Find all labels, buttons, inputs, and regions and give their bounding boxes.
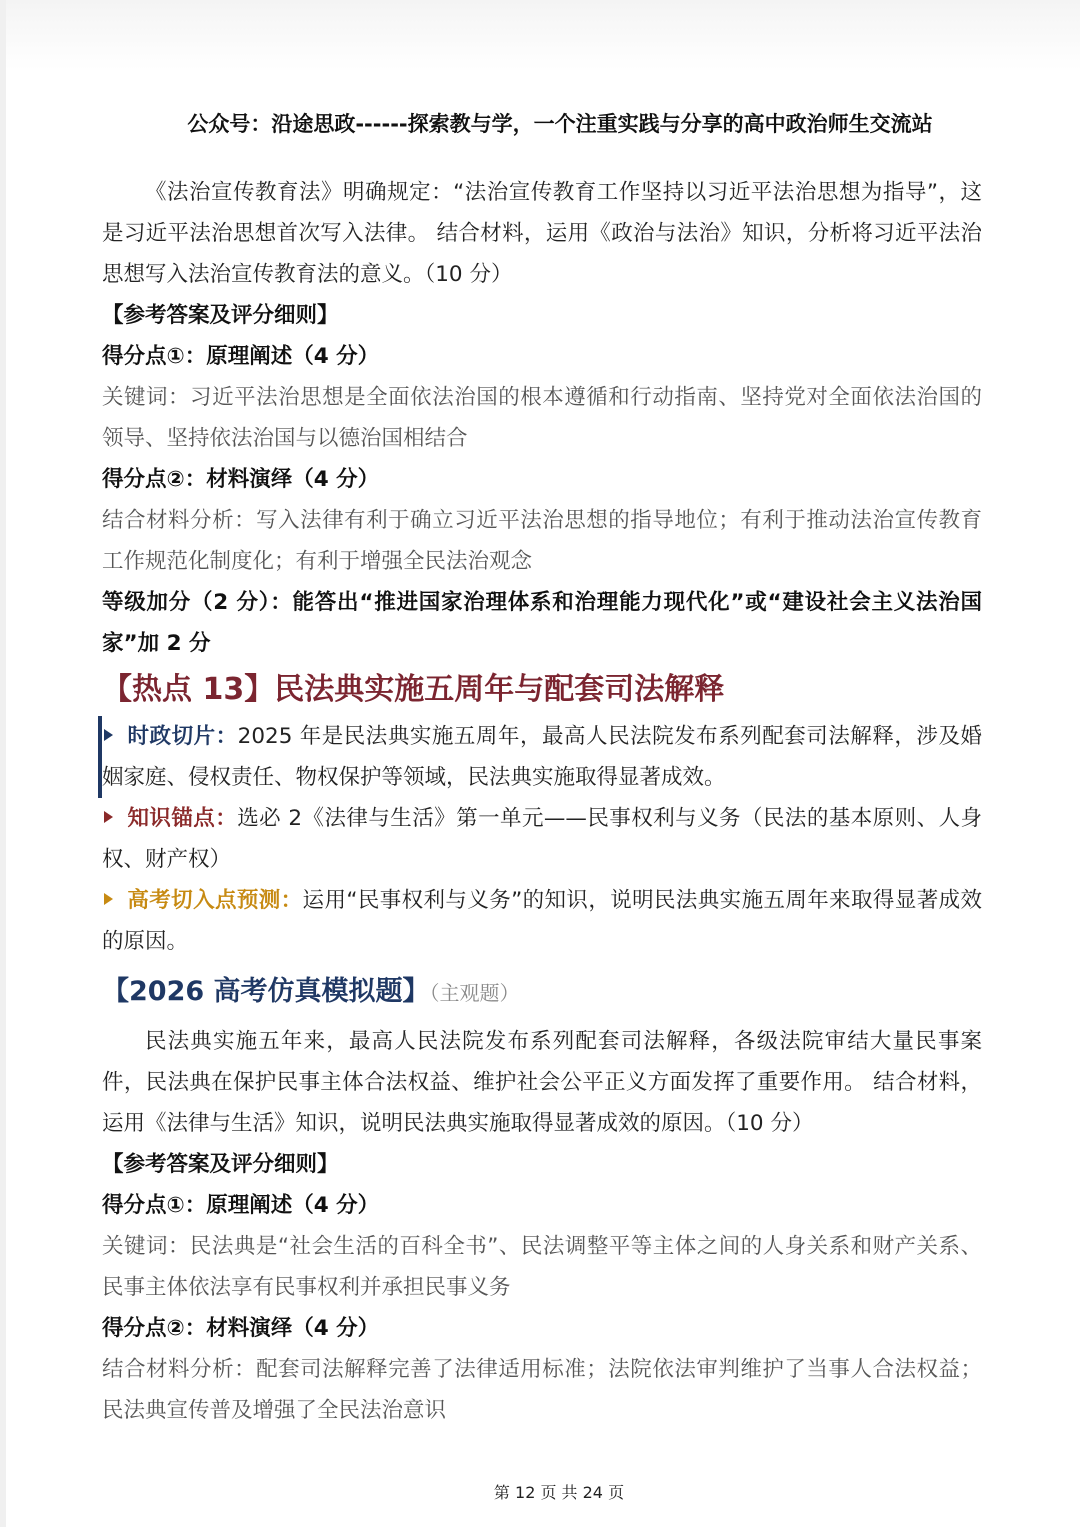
bullet-current-affairs (98, 716, 982, 798)
bullet-current-affairs-text: 2025 年是民法典实施五周年，最高人民法院发布系列配套司法解释，涉及婚姻家庭、侵权责任、物权保护等领域，民法典实施取得显著成效。 (102, 724, 982, 790)
simulation-question-type: （主观题） (429, 981, 520, 1005)
bullet-current-affairs-label: 时政切片： (127, 724, 238, 749)
question-1-stem: 《法治宣传教育法》明确规定：“法治宣传教育工作坚持以习近平法治思想为指导”，这是习近平法治思想首次写入法律。 结合材料，运用《政治与法治》知识，分析将习近平法治思想写入法治宣传教育法的意义。（10 分） (102, 180, 982, 287)
page-top-shade (0, 0, 1080, 70)
question-2-point-1-body: 关键词：民法典是“社会生活的百科全书”、民法调整平等主体之间的人身关系和财产关系、民事主体依法享有民事权利并承担民事义务 (102, 1234, 982, 1300)
question-2-point-2-title: 得分点②：材料演绎（4 分） (102, 1316, 380, 1341)
question-1-point-2-body: 结合材料分析：写入法律有利于确立习近平法治思想的指导地位；有利于推动法治宣传教育工作规范化制度化；有利于增强全民法治观念 (102, 508, 982, 574)
page-number-footer: 第 12 页 共 24 页 (493, 1483, 625, 1502)
page-left-edge (0, 0, 6, 1527)
page-header: 公众号：沿途思政------探索教与学，一个注重实践与分享的高中政治师生交流站 (187, 112, 933, 136)
bullet-knowledge-anchor-text: 选必 2《法律与生活》第一单元——民事权利与义务（民法的基本原则、人身权、财产权） (102, 806, 982, 872)
question-2-answer-heading: 【参考答案及评分细则】 (102, 1152, 339, 1177)
bullet-knowledge-anchor-label: 知识锚点： (127, 806, 238, 831)
hot-topic-title: 【热点 13】民法典实施五周年与配套司法解释 (102, 672, 725, 707)
question-1-bonus: 等级加分（2 分）：能答出“推进国家治理体系和治理能力现代化”或“建设社会主义法治国家”加 2 分 (102, 590, 982, 656)
question-2-point-2-body: 结合材料分析：配套司法解释完善了法律适用标准；法院依法审判维护了当事人合法权益；民法典宣传普及增强了全民法治意识 (102, 1357, 982, 1423)
bullet-exam-prediction (102, 880, 982, 962)
question-1-answer-heading: 【参考答案及评分细则】 (102, 303, 339, 328)
question-1-point-2-title: 得分点②：材料演绎（4 分） (102, 467, 380, 492)
question-1-point-1-body: 关键词：习近平法治思想是全面依法治国的根本遵循和行动指南、坚持党对全面依法治国的领导、坚持依法治国与以德治国相结合 (102, 385, 982, 451)
triangle-bullet-icon (104, 811, 113, 823)
question-2-stem: 民法典实施五年来，最高人民法院发布系列配套司法解释，各级法院审结大量民事案件，民法典在保护民事主体合法权益、维护社会公平正义方面发挥了重要作用。 结合材料，运用《法律与生活》知识，说明民法典实施取得显著成效的原因。（10 分） (102, 1029, 982, 1136)
triangle-bullet-icon (104, 729, 113, 741)
page-content (102, 172, 982, 1431)
triangle-bullet-icon (104, 893, 113, 905)
question-1-point-1-title: 得分点①：原理阐述（4 分） (102, 344, 380, 369)
simulation-question-title-text: 【2026 高考仿真模拟题】 (102, 976, 430, 1007)
bullet-exam-prediction-text: 运用“民事权利与义务”的知识，说明民法典实施五周年来取得显著成效的原因。 (102, 888, 982, 954)
simulation-question-title (102, 966, 982, 1019)
bullet-knowledge-anchor (102, 798, 982, 880)
bullet-exam-prediction-label: 高考切入点预测： (127, 888, 303, 913)
question-2-point-1-title: 得分点①：原理阐述（4 分） (102, 1193, 380, 1218)
